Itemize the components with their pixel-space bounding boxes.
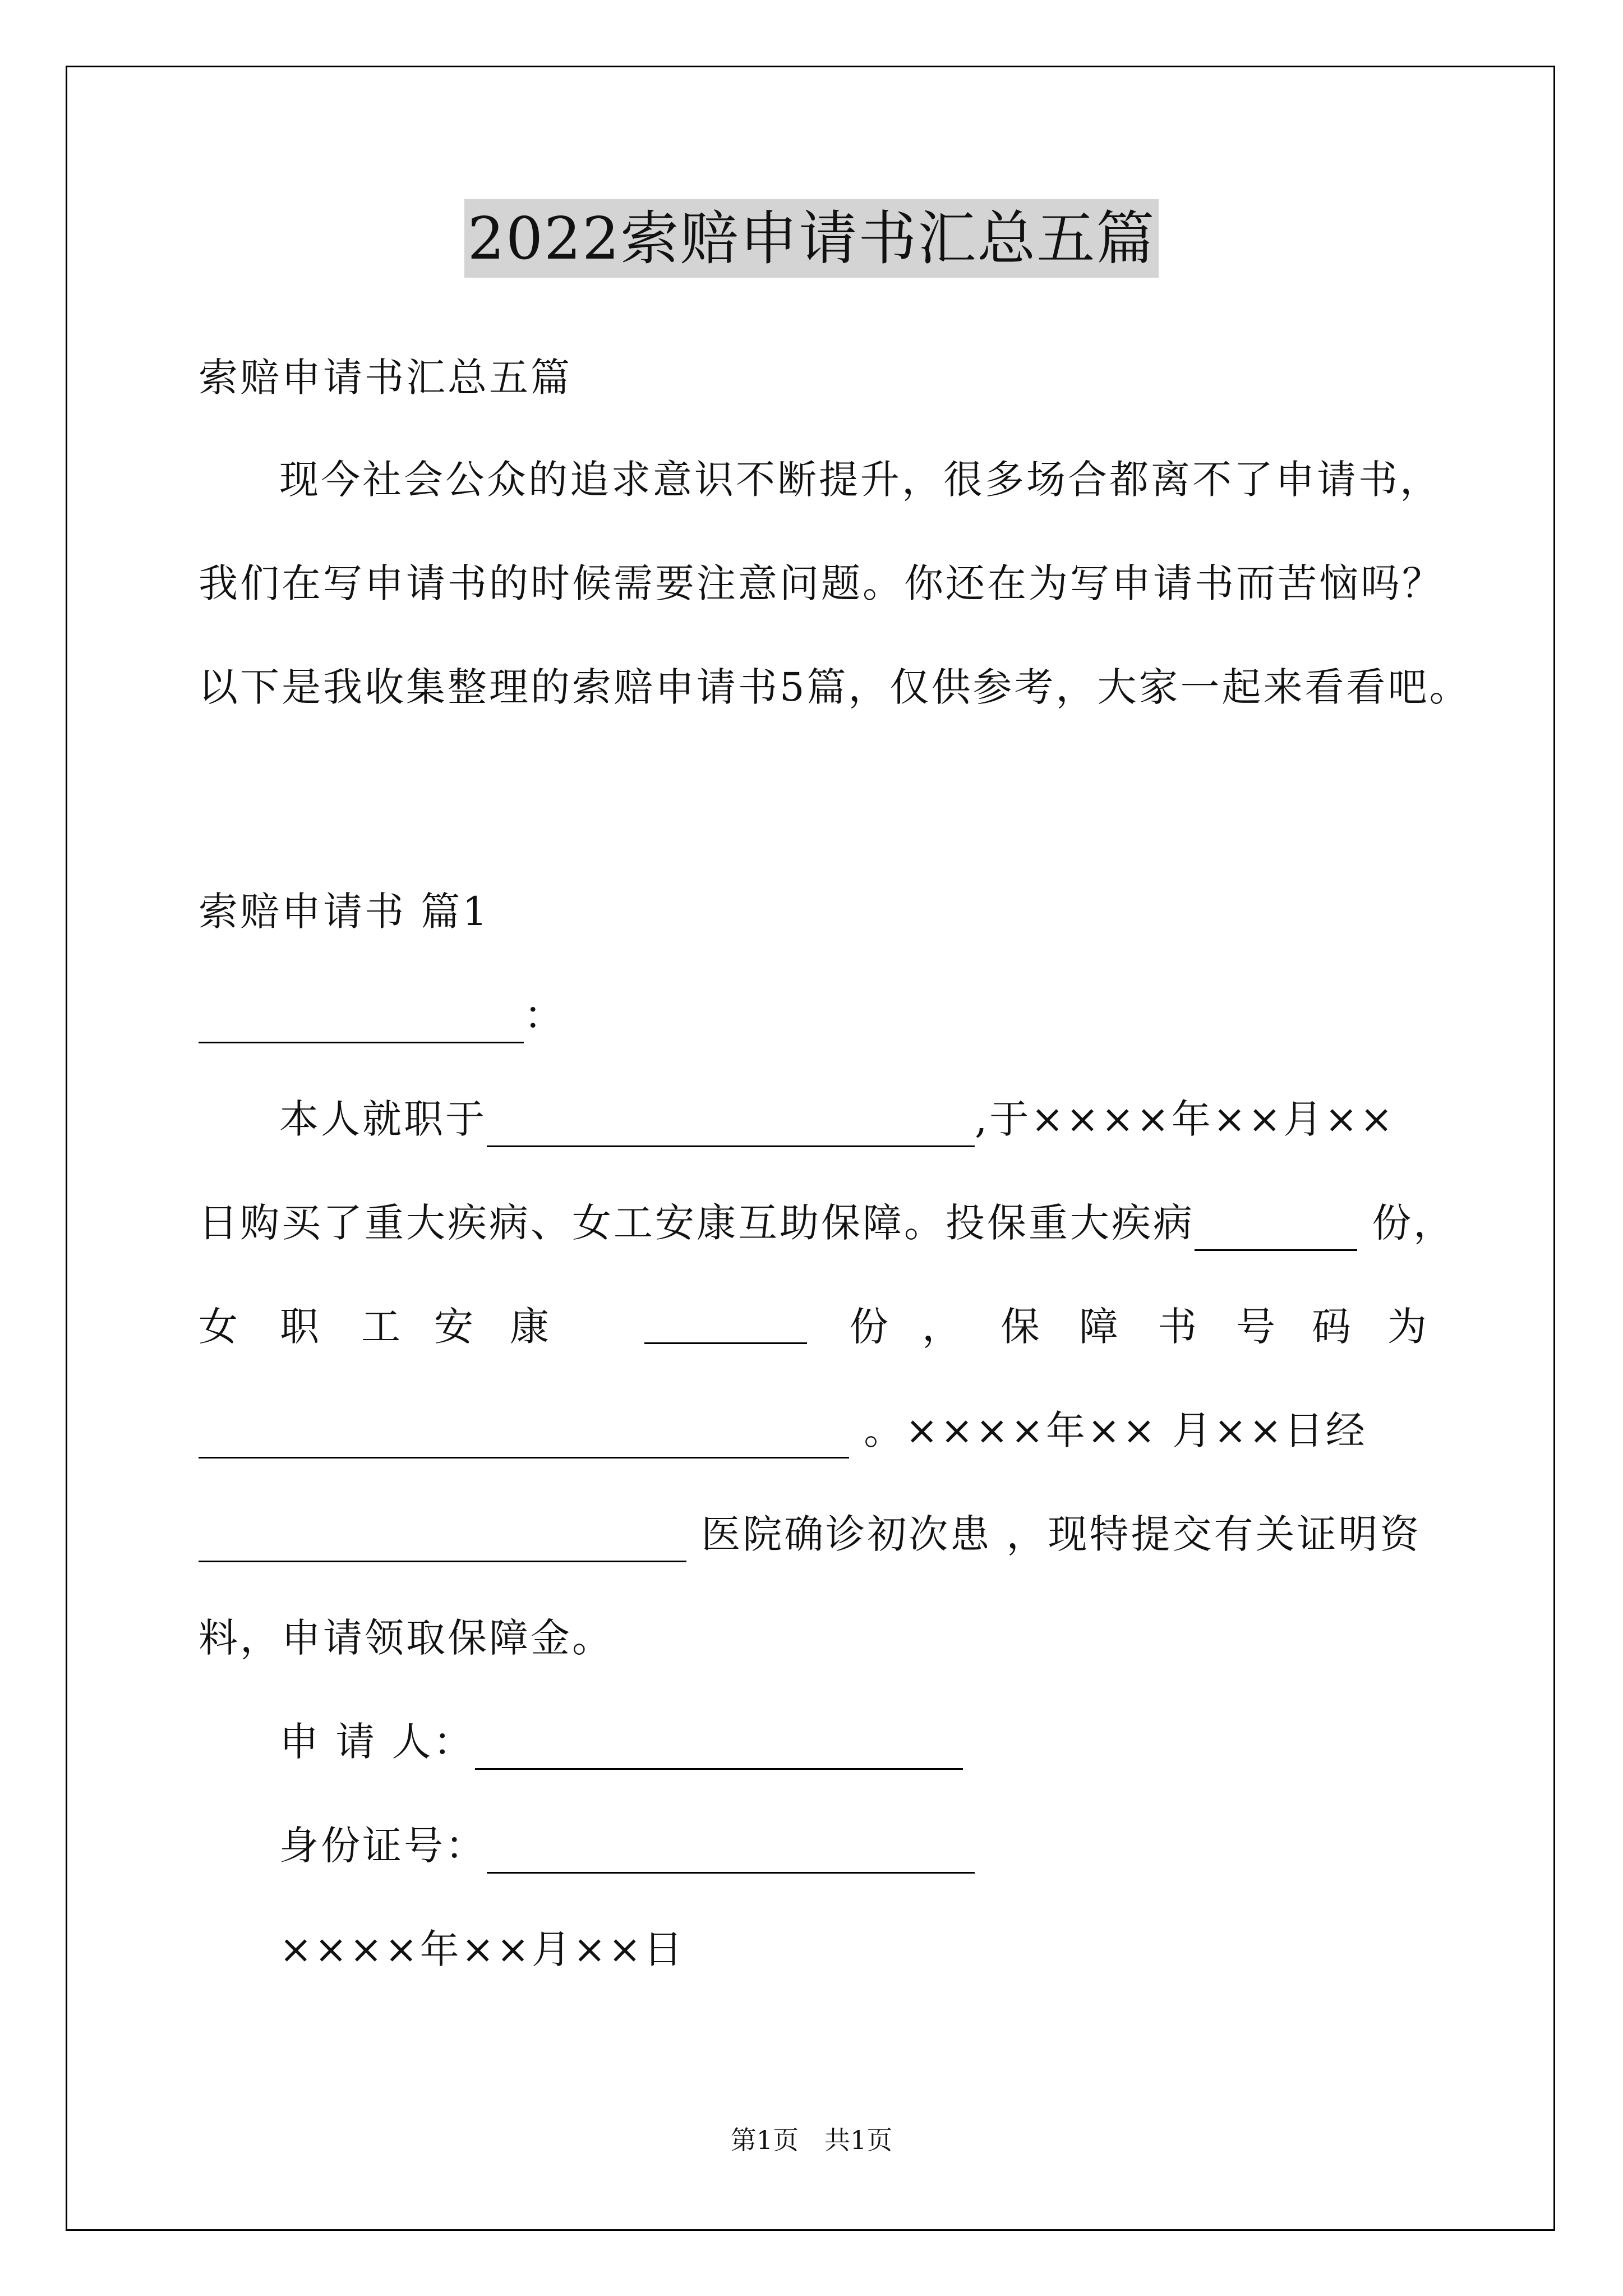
illness-copies-blank: [1195, 1205, 1357, 1251]
char-f: 份: [849, 1304, 891, 1350]
body-line-4: [199, 1402, 1367, 1458]
char-e: 康: [510, 1304, 551, 1350]
id-number-line: [279, 1818, 975, 1874]
char-d: 安: [434, 1304, 476, 1350]
char-g: ，: [922, 1304, 963, 1350]
intro-line-2: 我们在写申请书的时候需要注意问题。你还在为写申请书而苦恼吗？: [199, 560, 1444, 606]
char-k: 号: [1236, 1304, 1278, 1350]
body-line-1: [279, 1091, 1395, 1147]
body-line-2-suffix: 份，: [1357, 1200, 1455, 1246]
page-footer: 第1页 共1页: [730, 2125, 893, 2155]
body-line-1-prefix: 本人就职于: [279, 1096, 487, 1142]
id-number-label: 身份证号：: [279, 1823, 487, 1869]
applicant-blank: [475, 1724, 963, 1770]
applicant-label: 申 请 人：: [279, 1719, 475, 1765]
female-copies-blank: [644, 1299, 807, 1344]
recipient-blank: [199, 998, 524, 1043]
char-c: 工: [361, 1304, 403, 1350]
title-container: [0, 199, 1623, 278]
salutation-colon: ：: [524, 992, 565, 1038]
id-number-blank: [487, 1828, 975, 1874]
char-b: 职: [280, 1304, 321, 1350]
signature-date: ××××年××月××日: [279, 1926, 685, 1972]
document-title: 2022索赔申请书汇总五篇: [464, 199, 1159, 278]
char-i: 障: [1079, 1304, 1121, 1350]
body-line-1-suffix: ,于××××年××月××: [975, 1096, 1395, 1142]
char-l: 码: [1312, 1304, 1353, 1350]
certificate-number-blank: [199, 1413, 849, 1458]
employer-blank: [487, 1102, 975, 1147]
body-line-2-prefix: 日购买了重大疾病、女工安康互助保障。投保重大疾病: [199, 1200, 1195, 1246]
char-j: 书: [1158, 1304, 1199, 1350]
section-heading: 索赔申请书 篇1: [199, 889, 490, 935]
salutation-line: [199, 987, 565, 1043]
body-line-5: [199, 1506, 1422, 1562]
body-line-2: [199, 1195, 1455, 1251]
body-line-6: 料，申请领取保障金。: [199, 1615, 614, 1661]
char-a: 女: [199, 1304, 240, 1350]
applicant-line: [279, 1714, 963, 1770]
body-line-5-suffix: 医院确诊初次患 ，现特提交有关证明资: [686, 1511, 1422, 1557]
hospital-blank: [199, 1517, 686, 1562]
char-m: 为: [1387, 1304, 1429, 1350]
intro-line-3: 以下是我收集整理的索赔申请书5篇，仅供参考，大家一起来看看吧。: [199, 664, 1471, 710]
intro-line-1: 现今社会公众的追求意识不断提升，很多场合都离不了申请书，: [279, 457, 1441, 503]
body-line-4-suffix: 。××××年×× 月××日经: [849, 1407, 1367, 1453]
subtitle: 索赔申请书汇总五篇: [199, 355, 572, 401]
char-h: 保: [1000, 1304, 1042, 1350]
